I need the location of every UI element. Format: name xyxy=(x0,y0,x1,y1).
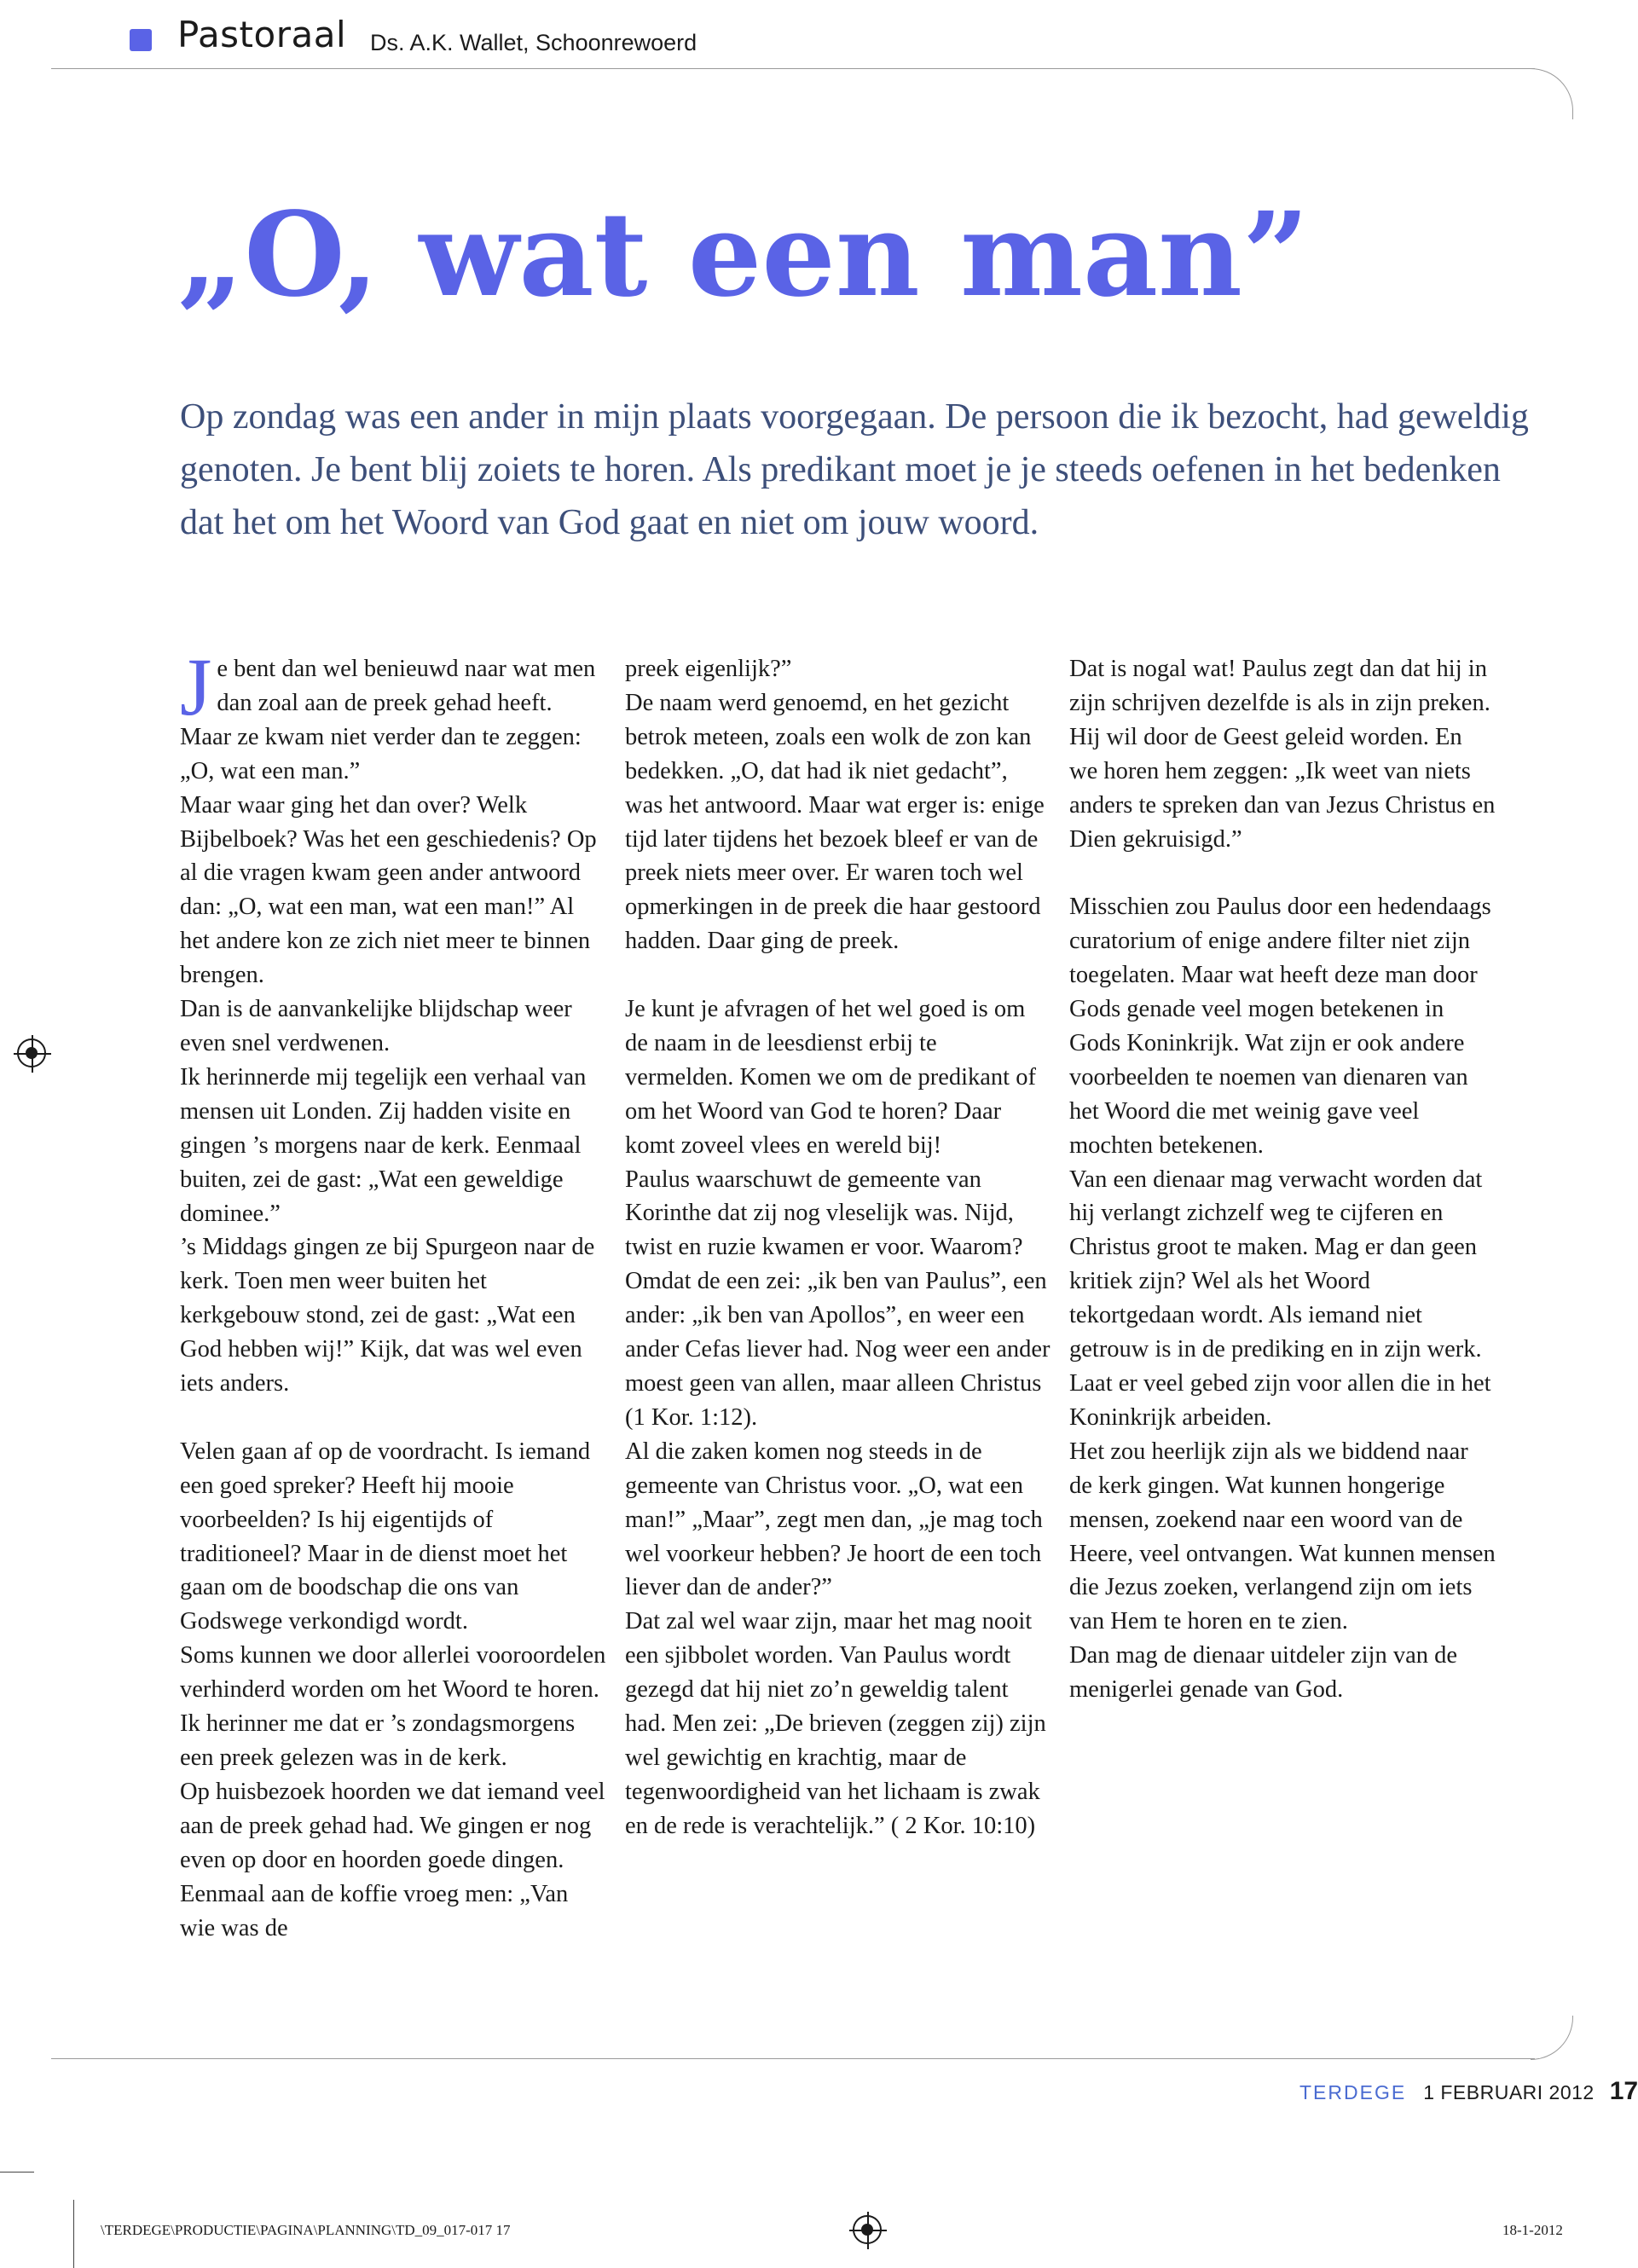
bottom-rule xyxy=(51,2058,1535,2059)
paragraph: Het zou heerlijk zijn als we biddend naar de kerk gingen. Wat kunnen hongerige mensen, zoekend naar een woord van de Heere, veel ontvangen. Wat kunnen mensen die Jezus zoeken, verlangend zijn om iets van Hem te horen en te zien. xyxy=(1069,1438,1496,1635)
page-footer xyxy=(1299,2077,1638,2106)
article-column-3 xyxy=(1069,652,1496,1707)
author-byline: Ds. A.K. Wallet, Schoonrewoerd xyxy=(370,30,697,55)
article-column-2 xyxy=(625,652,1051,1843)
paragraph: Op huisbezoek hoorden we dat iemand veel aan de preek gehad had. We gingen er nog even op door en hoorden goede dingen. Eenmaal aan de koffie vroeg men: „Van wie was de xyxy=(180,1778,605,1941)
paragraph-text: e bent dan wel benieuwd naar wat men dan zoal aan de preek gehad heeft. Maar ze kwam niet verder dan te zeggen: „O, wat een man.” xyxy=(180,656,596,784)
paragraph: Soms kunnen we door allerlei vooroordelen verhinderd worden om het Woord te horen. Ik herinner me dat er ’s zondagsmorgens een preek gelezen was in de kerk. xyxy=(180,1642,606,1771)
paragraph: Paulus waarschuwt de gemeente van Korinthe dat zij nog vleselijk was. Nijd, twist en ruzie kwamen er voor. Waarom? Omdat de een zei: „ik ben van Paulus”, een ander: „ik ben van Apollos”, en weer een ander Cefas liever had. Nog weer een ander moest geen van allen, maar alleen Christus (1 Kor. 1:12). xyxy=(625,1166,1051,1431)
slug-date: 18-1-2012 xyxy=(1502,2222,1563,2238)
registration-mark-icon xyxy=(17,1039,46,1067)
paragraph: Dan is de aanvankelijke blijdschap weer even snel verdwenen. xyxy=(180,996,572,1056)
paragraph: ’s Middags gingen ze bij Spurgeon naar de kerk. Toen men weer buiten het kerkgebouw stond, zei de gast: „Wat een God hebben wij!” Kijk, dat was wel even iets anders. xyxy=(180,1234,595,1397)
crop-mark xyxy=(0,2172,34,2173)
article-column-1 xyxy=(180,641,606,1945)
paragraph: preek eigenlijk?” xyxy=(625,656,792,682)
paragraph: Laat er veel gebed zijn voor allen die in het Koninkrijk arbeiden. xyxy=(1069,1370,1491,1431)
paragraph: Dan mag de dienaar uitdeler zijn van de menigerlei genade van God. xyxy=(1069,1642,1458,1704)
paragraph: Van een dienaar mag verwacht worden dat hij verlangt zichzelf weg te cijferen en Christus groot te maken. Mag er dan geen kritiek zijn? Wel als het Woord tekortgedaan wordt. Als iemand niet getrouw is in de prediking en in zijn werk. xyxy=(1069,1166,1483,1363)
paragraph: Maar waar ging het dan over? Welk Bijbelboek? Was het een geschiedenis? Op al die vragen kwam geen ander antwoord dan: „O, wat een man, wat een man!” Al het andere kon ze zich niet meer te binnen brengen. xyxy=(180,791,597,989)
crop-mark xyxy=(73,2200,74,2268)
article-headline: „O, wat een man” xyxy=(177,187,1310,323)
paragraph: Dat zal wel waar zijn, maar het mag nooit een sjibbolet worden. Van Paulus wordt gezegd dat hij niet zo’n geweldig talent had. Men zei: „De brieven (zeggen zij) zijn wel gewichtig en krachtig, maar de tegenwoordigheid van het lichaam is zwak en de rede is verachtelijk.” ( 2 Kor. 10:10) xyxy=(625,1608,1046,1839)
slug-path: \TERDEGE\PRODUCTIE\PAGINA\PLANNING\TD_09_017-017 17 xyxy=(101,2222,511,2238)
paragraph: Dat is nogal wat! Paulus zegt dan dat hij in zijn schrijven dezelfde is als in zijn preken. Hij wil door de Geest geleid worden. En we horen hem zeggen: „Ik weet van niets anders te spreken dan van Jezus Christus en Dien gekruisigd.” xyxy=(1069,656,1496,853)
page-number: 17 xyxy=(1609,2077,1638,2105)
paragraph: Velen gaan af op de voordracht. Is iemand een goed spreker? Heeft hij mooie voorbeelden? Is hij eigentijds of traditioneel? Maar in de dienst moet het gaan om de boodschap die ons van Godswege verkondigd wordt. xyxy=(180,1438,591,1635)
section-marker xyxy=(130,29,152,51)
bottom-corner-curve xyxy=(1531,2016,1573,2060)
issue-date: 1 FEBRUARI 2012 xyxy=(1423,2081,1595,2103)
section-title: Pastoraal xyxy=(177,14,347,55)
top-corner-curve xyxy=(1531,68,1573,119)
magazine-name: TERDEGE xyxy=(1299,2081,1407,2103)
article-lead: Op zondag was een ander in mijn plaats voorgegaan. De persoon die ik bezocht, had geweldig genoten. Je bent blij zoiets te horen. Als predikant moet je je steeds oefenen in het bedenken dat het om het Woord van God gaat en niet om jouw woord. xyxy=(180,397,1529,542)
paragraph xyxy=(180,641,606,789)
drop-cap: J xyxy=(180,641,212,732)
registration-mark-icon xyxy=(853,2215,882,2244)
paragraph: De naam werd genoemd, en het gezicht betrok meteen, zoals een wolk de zon kan bedekken. „O, dat had ik niet gedacht”, was het antwoord. Maar wat erger is: enige tijd later tijdens het bezoek bleef er van de preek niets meer over. Er waren toch wel opmerkingen in de preek die haar gestoord hadden. Daar ging de preek. xyxy=(625,689,1045,955)
paragraph: Al die zaken komen nog steeds in de gemeente van Christus voor. „O, wat een man!” „Maar”, zegt men dan, „je mag toch wel voorkeur hebben? Je hoort de een toch liever dan de ander?” xyxy=(625,1438,1043,1601)
paragraph: Misschien zou Paulus door een hedendaags curatorium of enige andere filter niet zijn toegelaten. Maar wat heeft deze man door Gods genade veel mogen betekenen in Gods Koninkrijk. Wat zijn er ook andere voorbeelden te noemen van dienaren van het Woord die met weinig gave veel mochten betekenen. xyxy=(1069,894,1491,1159)
paragraph: Je kunt je afvragen of het wel goed is om de naam in de leesdienst erbij te vermelden. Komen we om de predikant of om het Woord van God te horen? Daar komt zoveel vlees en wereld bij! xyxy=(625,996,1036,1159)
top-rule xyxy=(51,68,1535,69)
paragraph: Ik herinnerde mij tegelijk een verhaal van mensen uit Londen. Zij hadden visite en gingen ’s morgens naar de kerk. Eenmaal buiten, zei de gast: „Wat een geweldige dominee.” xyxy=(180,1063,587,1227)
